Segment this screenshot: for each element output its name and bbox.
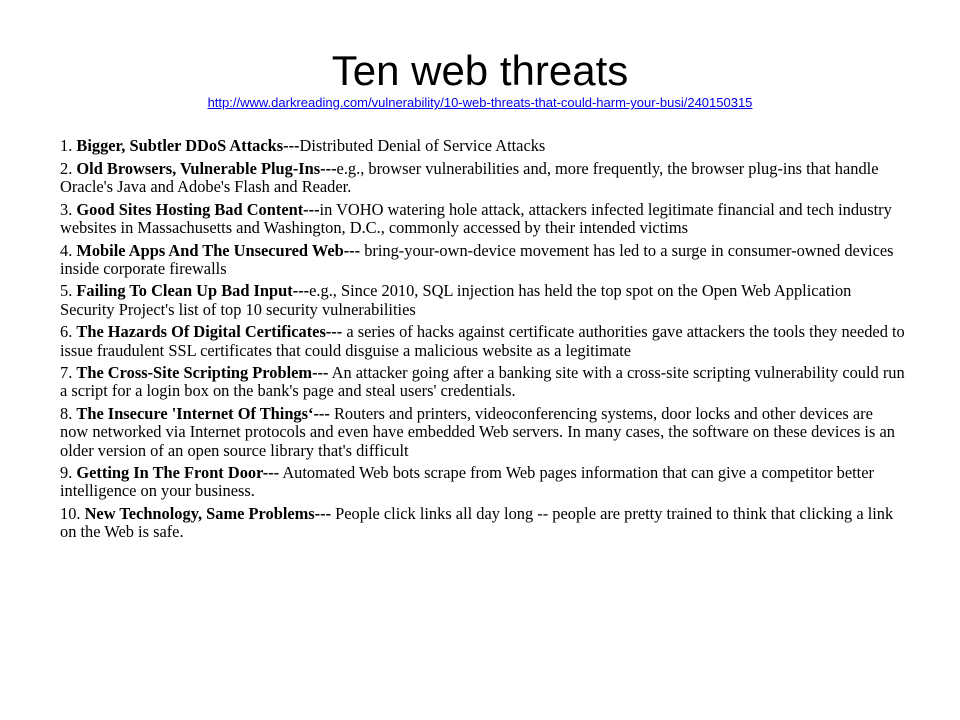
- threat-title: Getting In The Front Door---: [76, 463, 280, 483]
- threat-number: 1.: [60, 136, 77, 155]
- threat-title: New Technology, Same Problems---: [84, 504, 332, 524]
- threat-title: Old Browsers, Vulnerable Plug-Ins---: [76, 158, 337, 178]
- threat-number: 10.: [60, 504, 85, 524]
- threat-item: [60, 201, 905, 237]
- threat-number: 5.: [60, 281, 77, 301]
- threat-number: 3.: [60, 199, 77, 219]
- threat-title: Mobile Apps And The Unsecured Web---: [76, 240, 361, 260]
- threat-description: bring-your-own-device movement has led to a surge in consumer-owned devices inside corporate firewalls: [60, 240, 894, 278]
- threat-description: Automated Web bots scrape from Web pages information that can give a competitor better intelligence on your business.: [60, 463, 874, 501]
- threat-item: [60, 282, 905, 318]
- threat-item: [60, 464, 905, 500]
- threat-item: [60, 137, 905, 155]
- threat-description: e.g., browser vulnerabilities and, more frequently, the browser plug-ins that handle Oracle's Java and Adobe's Flash and Reader.: [60, 158, 879, 196]
- threat-item: [60, 405, 905, 460]
- threat-item: [60, 323, 905, 359]
- threat-title: The Cross-Site Scripting Problem---: [76, 363, 329, 383]
- threat-number: 8.: [60, 404, 77, 424]
- threat-description: e.g., Since 2010, SQL injection has held the top spot on the Open Web Application Security Project's list of top 10 security vulnerabilities: [60, 281, 852, 319]
- threat-number: 6.: [60, 322, 77, 342]
- threat-title: The Hazards Of Digital Certificates---: [76, 322, 343, 342]
- threat-title: The Insecure 'Internet Of Things‘---: [76, 404, 330, 424]
- threat-item: [60, 242, 905, 278]
- slide-title: Ten web threats: [331, 47, 629, 94]
- threat-title: Failing To Clean Up Bad Input---: [76, 281, 310, 301]
- threat-item: [60, 364, 905, 400]
- threat-number: 4.: [60, 240, 77, 260]
- threat-description: An attacker going after a banking site with a cross-site scripting vulnerability could run a script for a login box on the bank's page and steal users' credentials.: [60, 363, 905, 401]
- threat-item: [60, 505, 905, 541]
- threat-list: [60, 137, 905, 546]
- threat-title: Bigger, Subtler DDoS Attacks---: [76, 136, 300, 155]
- threat-item: [60, 160, 905, 196]
- threat-number: 9.: [60, 463, 77, 483]
- threat-description: Distributed Denial of Service Attacks: [299, 136, 546, 155]
- threat-number: 7.: [60, 363, 77, 383]
- threat-description: People click links all day long -- people are pretty trained to think that clicking a link on the Web is safe.: [60, 504, 894, 542]
- threat-description: in VOHO watering hole attack, attackers infected legitimate financial and tech industry websites in Massachusetts and Washington, D.C., commonly accessed by their intended victims: [60, 199, 892, 237]
- source-link[interactable]: http://www.darkreading.com/vulnerability/10-web-threats-that-could-harm-your-busi/240150315: [207, 95, 753, 110]
- threat-number: 2.: [60, 158, 77, 178]
- threat-title: Good Sites Hosting Bad Content---: [76, 199, 320, 219]
- threat-description: Routers and printers, videoconferencing systems, door locks and other devices are now networked via Internet protocols and even have embedded Web servers. In many cases, the software on these devices is an older version of an open source library that's difficult: [60, 404, 895, 460]
- threat-description: a series of hacks against certificate authorities gave attackers the tools they needed to issue fraudulent SSL certificates that could disguise a malicious website as a legitimate: [60, 322, 905, 360]
